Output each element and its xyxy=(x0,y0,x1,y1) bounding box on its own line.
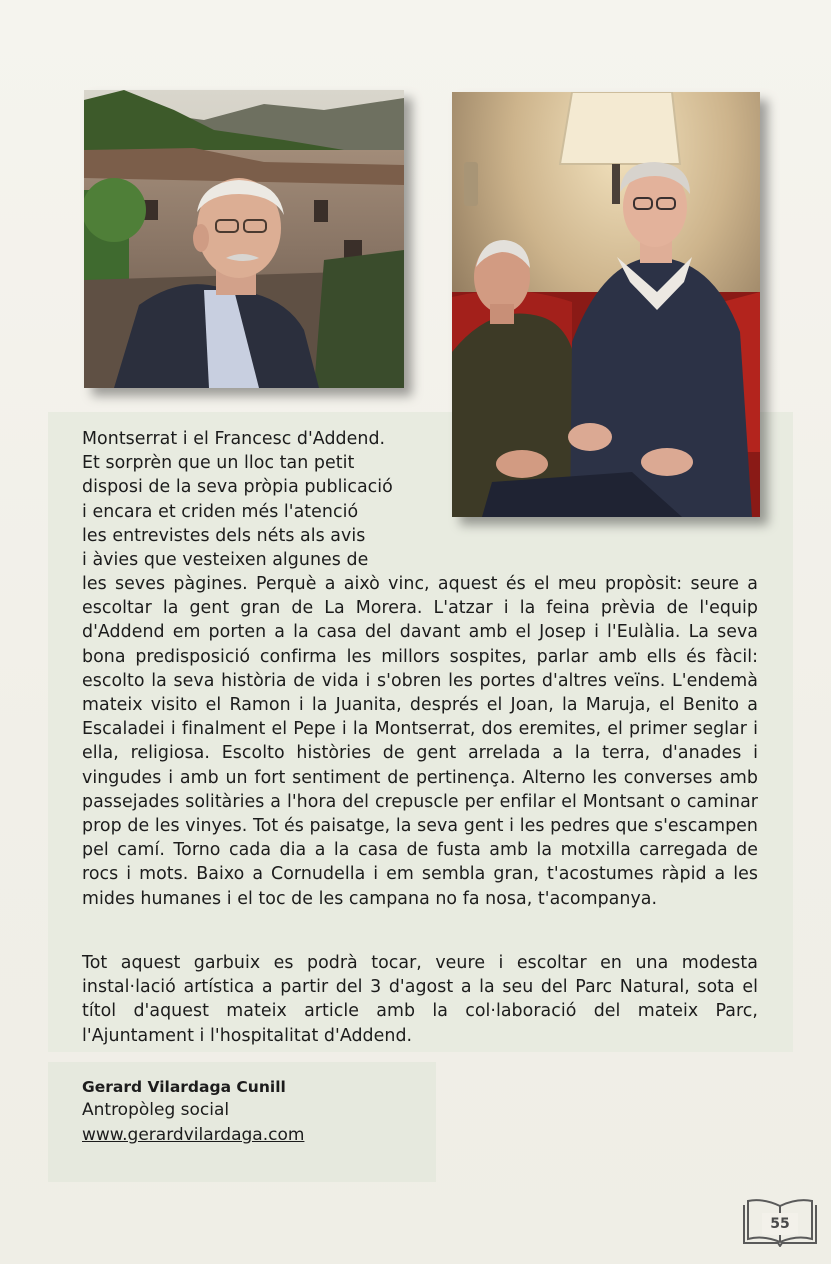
article-paragraph-main: les seves pàgines. Perquè a això vinc, aquest és el meu propòsit: seure a escoltar la gent gran de La Morera. L'atzar i la feina prèvia de l'equip d'Addend em porten a la casa del davant amb el Josep i l'Eulàlia. La seva bona predisposició confirma les millors sospites, parlar amb ells és fàcil: escolto la seva història de vida i s'obren les portes d'altres veïns. L'endemà mateix visito el Ramon i la Juanita, després el Joan, la Maruja, el Benito a Escaladei i finalment el Pepe i la Montserrat, dos eremites, el primer seglar i ella, religiosa. Escolto històries de gent arrelada a la terra, d'anades i vingudes i amb un fort sentiment de pertinença. Alterno les converses amb passejades solitàries a l'hora del crepuscle per enfilar el Montsant o caminar prop de les vinyes. Tot és paisatge, la seva gent i les pedres que s'escampen pel camí. Torno cada dia a la casa de fusta amb la motxilla carregada de rocs i mots. Baixo a Cornudella i em sembla gran, t'acostumes ràpid a les mides humanes i el toc de les campana no fa nosa, t'acompanya. xyxy=(82,574,758,909)
page-number: 55 xyxy=(762,1213,798,1235)
photo-elderly-man-village xyxy=(84,90,404,388)
author-role: Antropòleg social xyxy=(82,1100,230,1120)
author-website-link[interactable]: www.gerardvilardaga.com xyxy=(82,1125,305,1145)
text-line: disposi de la seva pròpia publicació xyxy=(82,477,393,498)
text-line: Montserrat i el Francesc d'Addend. xyxy=(82,429,386,449)
text-line: les entrevistes dels néts als avis xyxy=(82,525,366,546)
text-line: i encara et criden més l'atenció xyxy=(82,501,359,522)
article-paragraph-closing: Tot aquest garbuix es podrà tocar, veure i escoltar en una modesta instal·lació artística a partir del 3 d'agost a la seu del Parc Natural, sota el títol d'aquest mateix article amb la col·laboració del mateix Parc, l'Ajuntament i l'hospitalitat d'Addend. xyxy=(82,953,758,1046)
article-paragraph-intro xyxy=(82,427,414,572)
text-line: i àvies que vesteixen algunes de xyxy=(82,550,369,571)
text-line: Et sorprèn que un lloc tan petit xyxy=(82,453,355,474)
author-name: Gerard Vilardaga Cunill xyxy=(82,1078,286,1096)
photo-elderly-couple-sofa xyxy=(452,92,760,517)
